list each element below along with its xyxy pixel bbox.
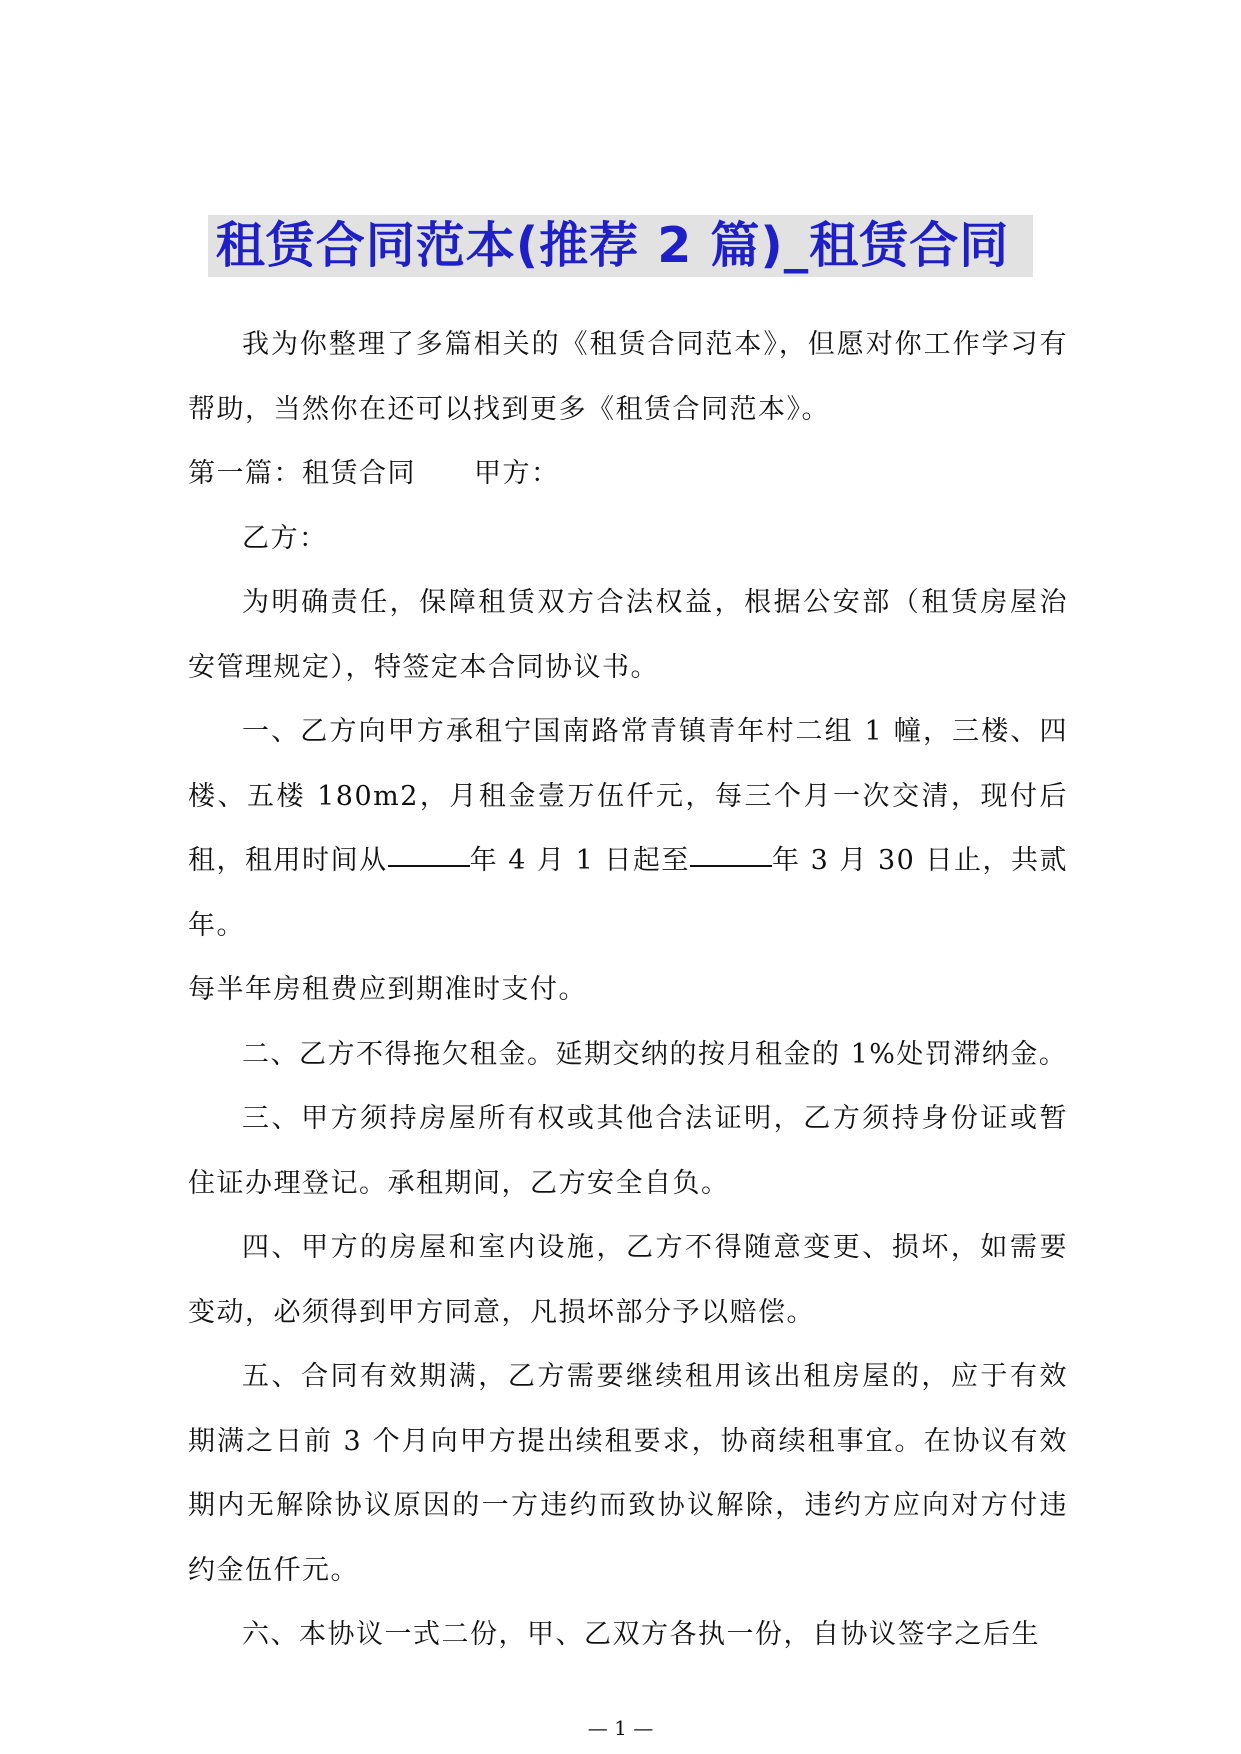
document-title: 租赁合同范本(推荐 2 篇)_租赁合同 <box>208 215 1034 277</box>
section-heading-line <box>188 442 1068 507</box>
clause-1-part-1: 一、乙方向甲方承租宁国南路常青镇青年村二组 1 幢，三楼、四楼、五楼 180m2，月租金壹万伍仟元，每三个月一次交清，现付后租，租用时间从 <box>188 716 1068 876</box>
page-number: — 1 — <box>587 1716 654 1740</box>
preamble-paragraph: 为明确责任，保障租赁双方合法权益，根据公安部（租赁房屋治安管理规定），特签定本合同协议书。 <box>188 587 1068 683</box>
party-a-label: 甲方： <box>474 458 560 489</box>
clause-6: 六、本协议一式二份，甲、乙双方各执一份，自协议签字之后生 <box>242 1619 1040 1650</box>
section-heading: 第一篇：租赁合同 <box>188 458 416 489</box>
clause-1-part-3: 年 3 月 30 日止，共贰年。 <box>188 845 1068 941</box>
party-b-label: 乙方： <box>242 522 328 554</box>
blank-year-end <box>690 864 772 867</box>
clause-1 <box>188 700 1068 958</box>
document-body <box>188 313 1068 1668</box>
clause-1-continuation: 每半年房租费应到期准时支付。 <box>188 974 587 1005</box>
clause-4: 四、甲方的房屋和室内设施，乙方不得随意变更、损坏，如需要变动，必须得到甲方同意，凡损坏部分予以赔偿。 <box>188 1232 1068 1328</box>
intro-paragraph: 我为你整理了多篇相关的《租赁合同范本》，但愿对你工作学习有帮助，当然你在还可以找到更多《租赁合同范本》。 <box>188 329 1068 425</box>
clause-1-part-2: 年 4 月 1 日起至 <box>469 845 690 876</box>
clause-3: 三、甲方须持房屋所有权或其他合法证明，乙方须持身份证或暂住证办理登记。承租期间，乙方安全自负。 <box>188 1103 1068 1199</box>
title-container <box>0 215 1241 277</box>
clause-5: 五、合同有效期满，乙方需要继续租用该出租房屋的，应于有效期满之日前 3 个月向甲方提出续租要求，协商续租事宜。在协议有效期内无解除协议原因的一方违约而致协议解除，违约方应向对方付违约金伍仟元。 <box>188 1361 1068 1586</box>
clause-2: 二、乙方不得拖欠租金。延期交纳的按月租金的 1%处罚滞纳金。 <box>242 1038 1068 1070</box>
blank-year-start <box>388 864 470 867</box>
